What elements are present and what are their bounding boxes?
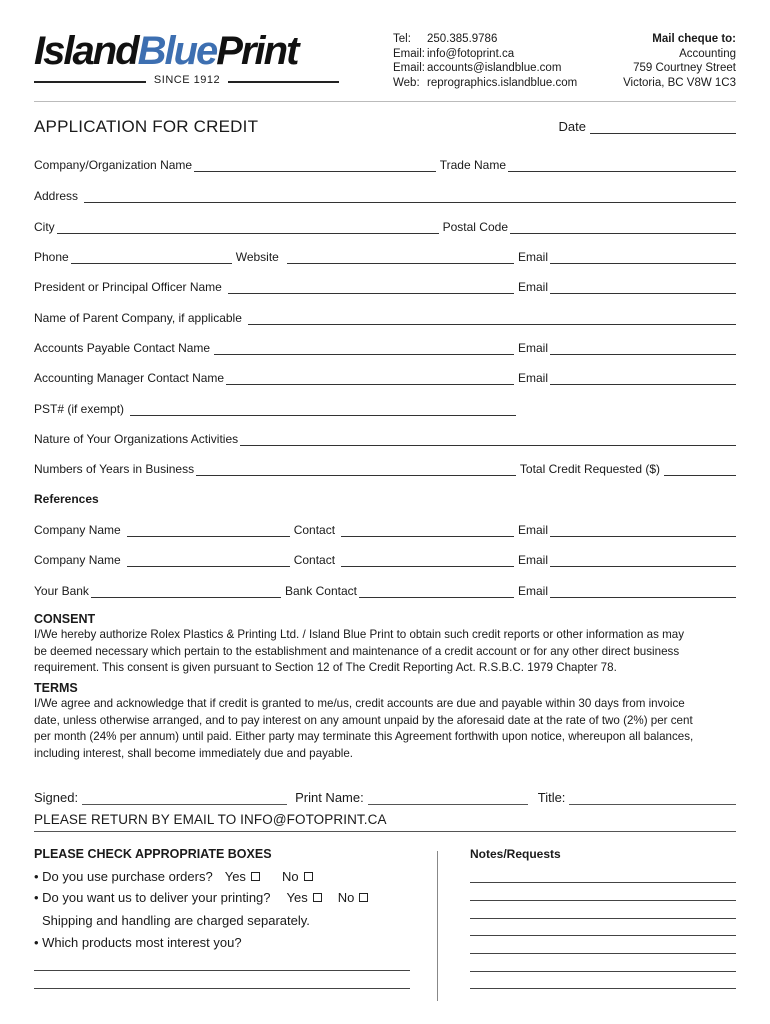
parent-company-field[interactable]	[248, 313, 736, 325]
phone-field[interactable]	[71, 252, 232, 264]
accounts-payable-field[interactable]	[214, 343, 514, 355]
postal-code-field[interactable]	[510, 222, 736, 234]
ref1-company-field[interactable]	[127, 525, 290, 537]
bank-email-field[interactable]	[550, 586, 736, 598]
question-purchase-orders: • Do you use purchase orders? Yes No	[34, 869, 313, 884]
email-value[interactable]: info@fotoprint.ca	[427, 47, 515, 60]
row-reference-2: Company Name Contact Email	[34, 551, 736, 567]
notes-line[interactable]	[470, 971, 736, 972]
checkboxes-heading: PLEASE CHECK APPROPRIATE BOXES	[34, 847, 272, 861]
header-divider	[34, 101, 736, 102]
page-title: APPLICATION FOR CREDIT	[34, 117, 259, 136]
notes-line[interactable]	[470, 953, 736, 954]
ref1-email-field[interactable]	[550, 525, 736, 537]
notes-line[interactable]	[470, 900, 736, 901]
president-field[interactable]	[228, 282, 514, 294]
column-divider	[437, 851, 438, 1001]
accounting-manager-field[interactable]	[226, 373, 514, 385]
date-field[interactable]: Date	[559, 119, 736, 134]
ref2-contact-field[interactable]	[341, 555, 514, 567]
nature-field[interactable]	[240, 434, 736, 446]
po-yes-checkbox[interactable]	[251, 872, 260, 881]
notes-heading: Notes/Requests	[470, 847, 561, 861]
mail-cheque-address: Mail cheque to: Accounting 759 Courtney Street Victoria, BC V8W 1C3	[623, 33, 736, 89]
logo-since: SINCE 1912	[153, 74, 221, 86]
company-name-field[interactable]	[194, 160, 436, 172]
logo-wordmark: IslandBluePrint	[34, 29, 298, 73]
row-phone: Phone Website Email	[34, 248, 736, 264]
notes-line[interactable]	[470, 935, 736, 936]
title-field[interactable]	[569, 792, 736, 805]
question-delivery: • Do you want us to deliver your printing? Yes No	[34, 890, 368, 905]
years-field[interactable]	[196, 464, 516, 476]
return-divider	[34, 831, 736, 832]
delivery-yes-checkbox[interactable]	[313, 893, 322, 902]
accounts-payable-email-field[interactable]	[550, 343, 736, 355]
notes-line[interactable]	[470, 882, 736, 883]
bank-contact-field[interactable]	[359, 586, 514, 598]
terms-heading: TERMS	[34, 681, 78, 695]
products-line-1[interactable]	[34, 970, 410, 971]
row-parent: Name of Parent Company, if applicable	[34, 309, 736, 325]
signed-field[interactable]	[82, 792, 287, 805]
signature-row: Signed: Print Name: Title:	[34, 789, 736, 805]
row-bank: Your Bank Bank Contact Email	[34, 582, 736, 598]
consent-heading: CONSENT	[34, 612, 96, 626]
row-address: Address	[34, 187, 736, 203]
ref2-company-field[interactable]	[127, 555, 290, 567]
bank-field[interactable]	[91, 586, 281, 598]
consent-text: I/We hereby authorize Rolex Plastics & Printing Ltd. / Island Blue Print to obtain such credit reports or other information as may be deemed necessary which pertain to the establishment and maintenance of a credit account or for any other direct business requirement. This consent is given pursuant to Section 12 of The Credit Reporting Act. R.S.B.C. 1979 Chapter 78.	[34, 628, 684, 674]
website-field[interactable]	[287, 252, 514, 264]
row-president: President or Principal Officer Name Email	[34, 278, 736, 294]
email-value[interactable]: accounts@islandblue.com	[427, 62, 562, 74]
ref2-email-field[interactable]	[550, 555, 736, 567]
row-accounting-manager: Accounting Manager Contact Name Email	[34, 369, 736, 385]
products-line-2[interactable]	[34, 988, 410, 989]
row-nature: Nature of Your Organizations Activities	[34, 430, 736, 446]
address-field[interactable]	[84, 191, 736, 203]
email-field[interactable]	[550, 252, 736, 264]
delivery-no-checkbox[interactable]	[359, 893, 368, 902]
date-line[interactable]	[590, 119, 736, 134]
ref1-contact-field[interactable]	[341, 525, 514, 537]
president-email-field[interactable]	[550, 282, 736, 294]
print-name-field[interactable]	[368, 792, 528, 805]
row-city: City Postal Code	[34, 218, 736, 234]
total-credit-field[interactable]	[664, 464, 736, 476]
row-pst: PST# (if exempt)	[34, 400, 736, 416]
return-instruction: PLEASE RETURN BY EMAIL TO INFO@FOTOPRINT.CA	[34, 812, 387, 827]
web-value[interactable]: reprographics.islandblue.com	[427, 76, 578, 89]
contact-info: Tel: 250.385.9786 Email: info@fotoprint.ca Email: accounts@islandblue.com Web: reprographics.islandblue.com	[393, 33, 578, 89]
row-company: Company/Organization Name Trade Name	[34, 156, 736, 172]
accounting-manager-email-field[interactable]	[550, 373, 736, 385]
notes-line[interactable]	[470, 918, 736, 919]
notes-line[interactable]	[470, 988, 736, 989]
pst-field[interactable]	[130, 404, 516, 416]
row-years: Numbers of Years in Business Total Credit Requested ($)	[34, 460, 736, 476]
terms-text: I/We agree and acknowledge that if credit is granted to me/us, credit accounts are due and payable within 30 days from invoice date, unless otherwise arranged, and to pay interest on any amount unpaid by the aforesaid date at the rate of two (2%) per cent per month (24% per annum) until paid. Either party may terminate this Agreement forthwith upon notice, whereupon all balances, including interest, shall become immediately due and payable.	[34, 697, 694, 760]
city-field[interactable]	[57, 222, 439, 234]
po-no-checkbox[interactable]	[304, 872, 313, 881]
company-logo	[34, 30, 339, 90]
trade-name-field[interactable]	[508, 160, 736, 172]
row-accounts-payable: Accounts Payable Contact Name Email	[34, 339, 736, 355]
tel-value: 250.385.9786	[427, 33, 498, 45]
question-products: • Which products most interest you?	[34, 935, 242, 950]
row-reference-1: Company Name Contact Email	[34, 521, 736, 537]
shipping-note: Shipping and handling are charged separately.	[42, 913, 310, 928]
references-heading: References	[34, 492, 99, 506]
